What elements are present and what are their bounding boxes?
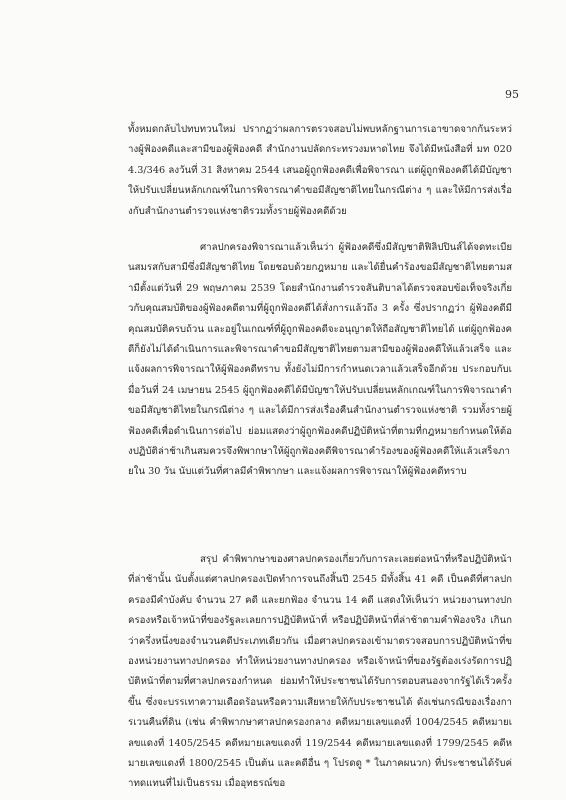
paragraph-court-finding: ศาลปกครองพิจารณาแล้วเห็นว่า ผู้ฟ้องคดีซึ่งมีสัญชาติฟิลิปปินส์ได้จดทะเบียนสมรสกับสามีซึ่งมีสัญชาติไทย โดยชอบด้วยกฎหมาย และได้ยื่นคำร้องขอมีสัญชาติไทยตามสามีตั้งแต่วันที่ 29 พฤษภาคม 2539 โดยสำนักงานตำรวจสันติบาลได้ตรวจสอบข้อเท็จจริงเกี่ยวกับคุณสมบัติของผู้ฟ้องคดีตามที่ผู้ถูกฟ้องคดีได้สั่งการแล้วถึง 3 ครั้ง ซึ่งปรากฏว่า ผู้ฟ้องคดีมีคุณสมบัติครบถ้วน และอยู่ในเกณฑ์ที่ผู้ถูกฟ้องคดีจะอนุญาตให้ถือสัญชาติไทยได้ แต่ผู้ถูกฟ้องคดีก็ยังไม่ได้ดำเนินการและพิจารณาคำขอมีสัญชาติไทยตามสามีของผู้ฟ้องคดีให้แล้วเสร็จ และแจ้งผลการพิจารณาให้ผู้ฟ้องคดีทราบ ทั้งยังไม่มีการกำหนดเวลาแล้วเสร็จอีกด้วย ประกอบกับเมื่อวันที่ 24 เมษายน 2545 ผู้ถูกฟ้องคดีได้มีบัญชาให้ปรับเปลี่ยนหลักเกณฑ์ในการพิจารณาคำขอมีสัญชาติไทยในกรณีต่าง ๆ และได้มีการส่งเรื่องคืนสำนักงานตำรวจแห่งชาติ รวมทั้งรายผู้ฟ้องคดีเพื่อดำเนินการต่อไป ย่อมแสดงว่าผู้ถูกฟ้องคดีปฏิบัติหน้าที่ตามที่กฎหมายกำหนดให้ต้องปฏิบัติล่าช้าเกินสมควรจึงพิพากษาให้ผู้ถูกฟ้องคดีพิจารณาคำร้องของผู้ฟ้องคดีให้แล้วเสร็จภายใน 30 วัน นับแต่วันที่ศาลมีคำพิพากษา และแจ้งผลการพิจารณาให้ผู้ฟ้องคดีทราบ [128,242,512,478]
page-number: 95 [505,88,519,101]
paragraph-continuation: ทั้งหมดกลับไปทบทวนใหม่ ปรากฏว่าผลการตรวจสอบไม่พบหลักฐานการเอาขาดจากกันระหว่างผู้ฟ้องคดีและสามีของผู้ฟ้องคดี สำนักงานปลัดกระทรวงมหาดไทย จึงได้มีหนังสือที่ มท 0204.3/346 ลงวันที่ 31 สิงหาคม 2544 เสนอผู้ถูกฟ้องคดีเพื่อพิจารณา แต่ผู้ถูกฟ้องคดีได้มีบัญชาให้ปรับเปลี่ยนหลักเกณฑ์ในการพิจารณาคำขอมีสัญชาติไทยในกรณีต่าง ๆ และให้มีการส่งเรื่องกับสำนักงานตำรวจแห่งชาติรวมทั้งรายผู้ฟ้องคดีด้วย [128,124,512,217]
paragraph-summary: สรุป คำพิพากษาของศาลปกครองเกี่ยวกับการละเลยต่อหน้าที่หรือปฏิบัติหน้าที่ล่าช้านั้น นับตั้งแต่ศาลปกครองเปิดทำการจนถึงสิ้นปี 2545 มีทั้งสิ้น 41 คดี เป็นคดีที่ศาลปกครองมีคำบังคับ จำนวน 27 คดี และยกฟ้อง จำนวน 14 คดี แสดงให้เห็นว่า หน่วยงานทางปกครองหรือเจ้าหน้าที่ของรัฐละเลยการปฏิบัติหน้าที่ หรือปฏิบัติหน้าที่ล่าช้าตามคำฟ้องจริง เกินกว่าครึ่งหนึ่งของจำนวนคดีประเภทเดียวกัน เมื่อศาลปกครองเข้ามาตรวจสอบการปฏิบัติหน้าที่ของหน่วยงานทางปกครอง ทำให้หน่วยงานทางปกครอง หรือเจ้าหน้าที่ของรัฐต้องเร่งรัดการปฏิบัติหน้าที่ตามที่ศาลปกครองกำหนด ย่อมทำให้ประชาชนได้รับการตอบสนองจากรัฐได้เร็วครั้งขึ้น ซึ่งจะบรรเทาความเดือดร้อนหรือความเสียหายให้กับประชาชนได้ ดังเช่นกรณีของเรื่องการเวนคืนที่ดิน (เช่น คำพิพากษาศาลปกครองกลาง คดีหมายเลขแดงที่ 1004/2545 คดีหมายเลขแดงที่ 1405/2545 คดีหมายเลขแดงที่ 119/2544 คดีหมายเลขแดงที่ 1799/2545 คดีหมายเลขแดงที่ 1800/2545 เป็นต้น และคดีอื่น ๆ โปรดดู * ในภาคผนวก) ที่ประชาชนได้รับค่าทดแทนที่ไม่เป็นธรรม เมื่ออุทธรณ์ขอ [128,554,512,790]
